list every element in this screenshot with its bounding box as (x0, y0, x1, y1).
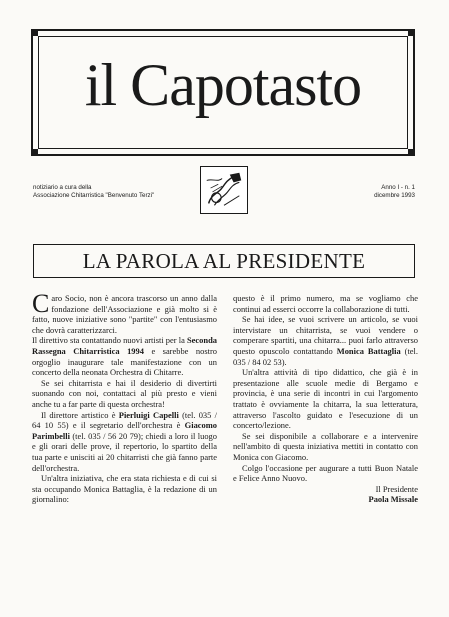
paragraph-text: Il direttivo sta contattando nuovi artisti per la (32, 335, 187, 346)
publisher-line: Associazione Chitarristica "Benvenuto Terzi" (33, 192, 155, 199)
guitar-logo-icon (200, 166, 248, 214)
event-name: Seconda Rassegna Chitarristica 1994 (32, 335, 217, 356)
issue-number: Anno I - n. 1 (381, 184, 415, 191)
paragraph-text: (tel. 035 / 64 10 55) e il segretario dell'orchestra è (32, 409, 217, 431)
paragraph (233, 314, 418, 367)
article-headline: LA PAROLA AL PRESIDENTE (82, 248, 366, 273)
paragraph-text: e sarebbe nostro orgoglio inaugurare tale manifestazione con un concerto della neonata Orchestra di Chitarre. (32, 345, 217, 378)
person-name: Giacomo Parimbelli (32, 420, 217, 441)
publisher-info (33, 184, 154, 200)
signature-role: Il Presidente (375, 483, 418, 494)
issue-info (374, 184, 415, 200)
article-column-right (233, 293, 418, 505)
paragraph: Se sei disponibile a collaborare e a intervenire nell'ambito di questa iniziativa mettiti in contatto con Monica con Giacomo. (233, 430, 418, 462)
person-name: Monica Battaglia (336, 345, 401, 356)
paragraph: Colgo l'occasione per augurare a tutti Buon Natale e Felice Anno Nuovo. (233, 462, 418, 484)
newsletter-title: il Capotasto (84, 52, 362, 118)
person-name: Pierluigi Capelli (118, 409, 179, 420)
frame-corner-ornament (31, 149, 38, 156)
paragraph (32, 335, 217, 377)
paragraph-text: aro Socio, non è ancora trascorso un anno dalla fondazione dell'Associazione e già molto si è fatto, nuove iniziative sono "partite" con l'entusiasmo che dovrà caratterizzarci. (32, 293, 217, 335)
paragraph: questo è il primo numero, ma se vogliamo che continui ad esserci occorre la collaborazione di tutti. (233, 293, 418, 314)
frame-corner-ornament (408, 149, 415, 156)
publisher-line: notiziario a cura della (33, 184, 92, 191)
drop-cap: C (32, 289, 50, 318)
paragraph: Un'altra attività di tipo didattico, che già è in presentazione alle scuole medie di Bergamo e provincia, è una serie di incontri in cui l'argomento trattato è ovviamente la chitarra, la sua letteratura, attraverso l'ascolto guidato e l'esecuzione di un concerto/lezione. (233, 367, 418, 431)
article-column-left (32, 289, 217, 505)
paragraph-text: (tel. 035 / 84 02 53). (233, 345, 418, 367)
signature-name: Paola Missale (368, 494, 418, 505)
frame-corner-ornament (408, 29, 415, 36)
issue-date: dicembre 1993 (374, 192, 415, 199)
paragraph-text: Se hai idee, se vuoi scrivere un articolo, se vuoi intervistare un chitarrista, se vuoi vendere o comperare spartiti, una chitarra... puoi farlo attraverso questo opuscolo contattando (233, 314, 418, 356)
paragraph (32, 410, 217, 474)
paragraph (32, 289, 217, 335)
paragraph-text: Il direttore artistico è (41, 409, 119, 420)
headline-box (33, 244, 415, 278)
frame-corner-ornament (31, 29, 38, 36)
paragraph-text: (tel. 035 / 56 20 79); chiedi a loro il luogo e gli orari delle prove, il repertorio, lo spartito della tua parte e unisciti ai 20 chitarristi che già fanno parte dell'orchestra. (32, 430, 217, 473)
paragraph: Un'altra iniziativa, che era stata richiesta e di cui si sta occupando Monica Battaglia, è la redazione di un giornalino: (32, 473, 217, 505)
paragraph: Se sei chitarrista e hai il desiderio di divertirti suonando con noi, contattaci al più presto e vieni anche tu a far parte di questa orchestra! (32, 377, 217, 409)
